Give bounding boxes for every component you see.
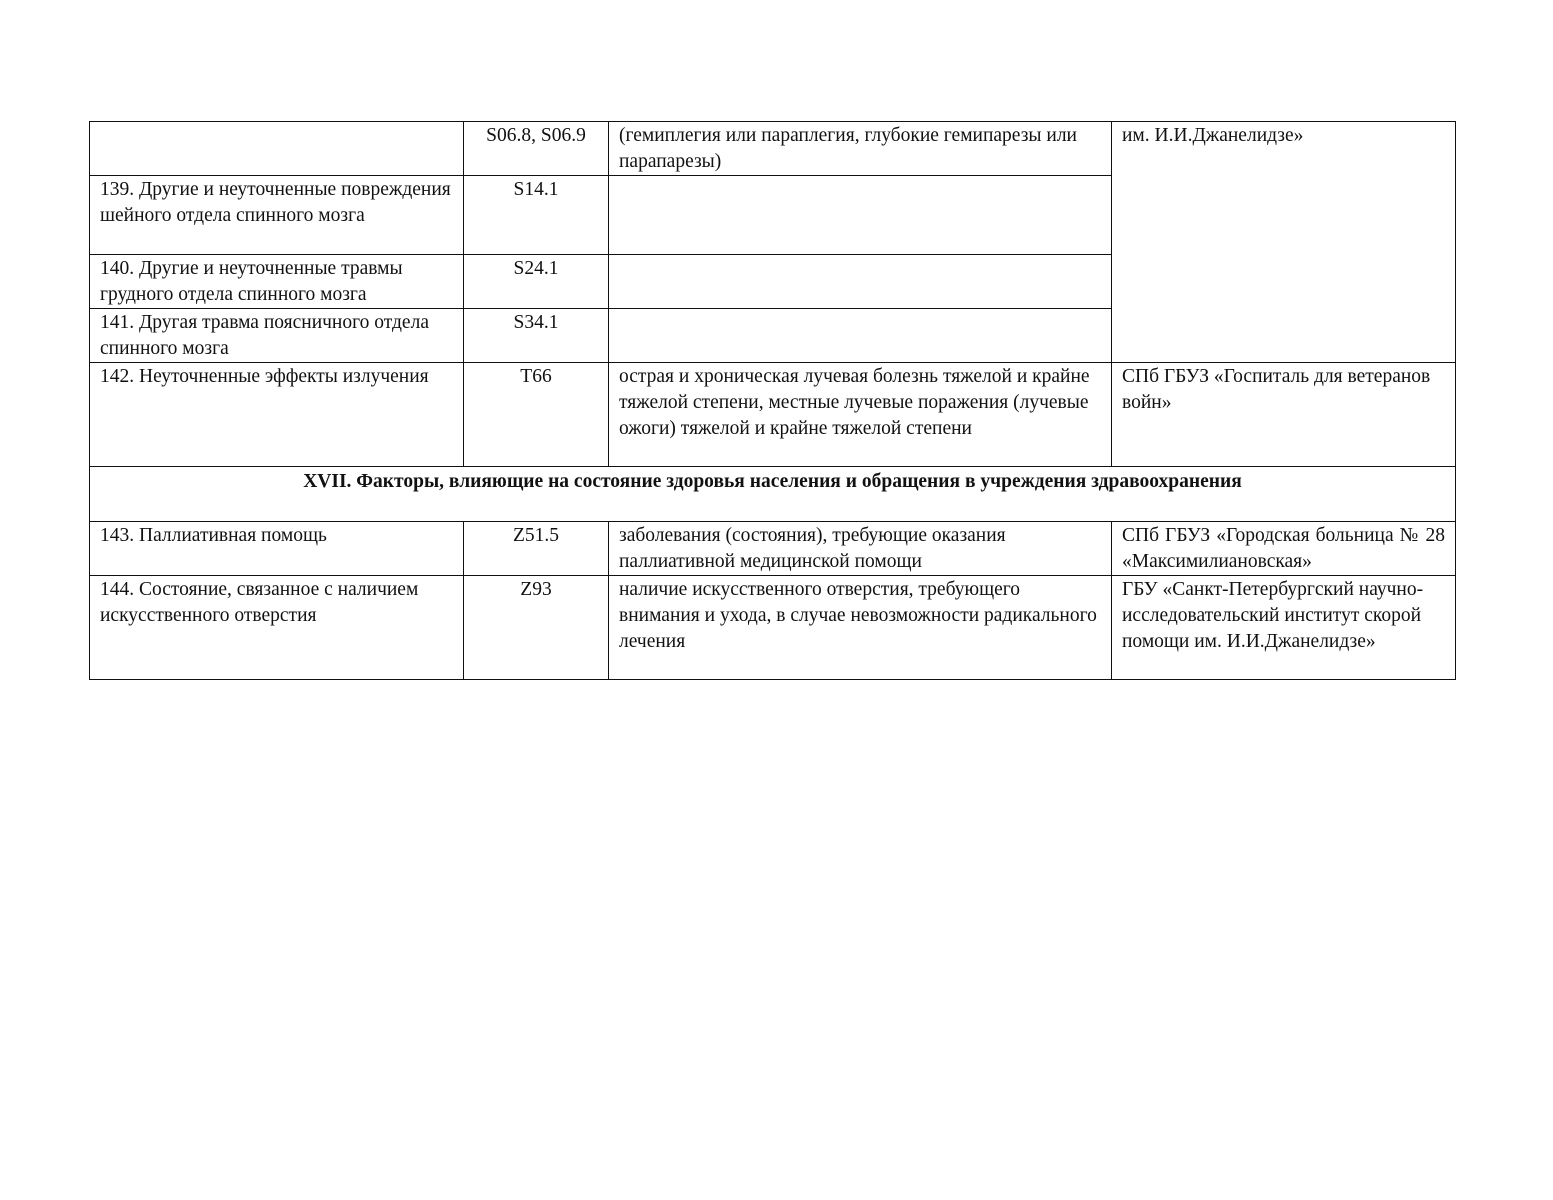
- condition-cell: [609, 176, 1112, 255]
- icd-code-cell: T66: [464, 363, 609, 467]
- condition-cell: [609, 309, 1112, 363]
- institution-cell: СПб ГБУЗ «Городская больница № 28 «Максимилиановская»: [1112, 522, 1456, 576]
- table-row: [90, 522, 1456, 576]
- icd-code-cell: S06.8, S06.9: [464, 122, 609, 176]
- icd-code-cell: S34.1: [464, 309, 609, 363]
- institution-cell: ГБУ «Санкт-Петербургский научно-исследовательский институт скорой помощи им. И.И.Джанелидзе»: [1112, 576, 1456, 680]
- condition-cell: (гемиплегия или параплегия, глубокие гемипарезы или парапарезы): [609, 122, 1112, 176]
- icd-code-cell: S24.1: [464, 255, 609, 309]
- diagnosis-name-cell: 139. Другие и неуточненные повреждения шейного отдела спинного мозга: [90, 176, 464, 255]
- condition-cell: острая и хроническая лучевая болезнь тяжелой и крайне тяжелой степени, местные лучевые поражения (лучевые ожоги) тяжелой и крайне тяжелой степени: [609, 363, 1112, 467]
- diagnosis-name-cell: [90, 122, 464, 176]
- icd-code-cell: Z93: [464, 576, 609, 680]
- section-title: XVII. Факторы, влияющие на состояние здоровья населения и обращения в учреждения здравоохранения: [90, 467, 1456, 522]
- condition-cell: наличие искусственного отверстия, требующего внимания и ухода, в случае невозможности радикального лечения: [609, 576, 1112, 680]
- institution-cell: им. И.И.Джанелидзе»: [1112, 122, 1456, 363]
- icd-code-cell: S14.1: [464, 176, 609, 255]
- table-row: [90, 576, 1456, 680]
- diagnosis-name-cell: 141. Другая травма поясничного отдела спинного мозга: [90, 309, 464, 363]
- diagnosis-name-cell: 140. Другие и неуточненные травмы грудного отдела спинного мозга: [90, 255, 464, 309]
- condition-cell: заболевания (состояния), требующие оказания паллиативной медицинской помощи: [609, 522, 1112, 576]
- table-row: [90, 122, 1456, 176]
- section-row: [90, 467, 1456, 522]
- medical-care-table: [89, 121, 1456, 680]
- condition-cell: [609, 255, 1112, 309]
- diagnosis-name-cell: 143. Паллиативная помощь: [90, 522, 464, 576]
- table-row: [90, 363, 1456, 467]
- icd-code-cell: Z51.5: [464, 522, 609, 576]
- diagnosis-name-cell: 142. Неуточненные эффекты излучения: [90, 363, 464, 467]
- diagnosis-name-cell: 144. Состояние, связанное с наличием искусственного отверстия: [90, 576, 464, 680]
- institution-cell: СПб ГБУЗ «Госпиталь для ветеранов войн»: [1112, 363, 1456, 467]
